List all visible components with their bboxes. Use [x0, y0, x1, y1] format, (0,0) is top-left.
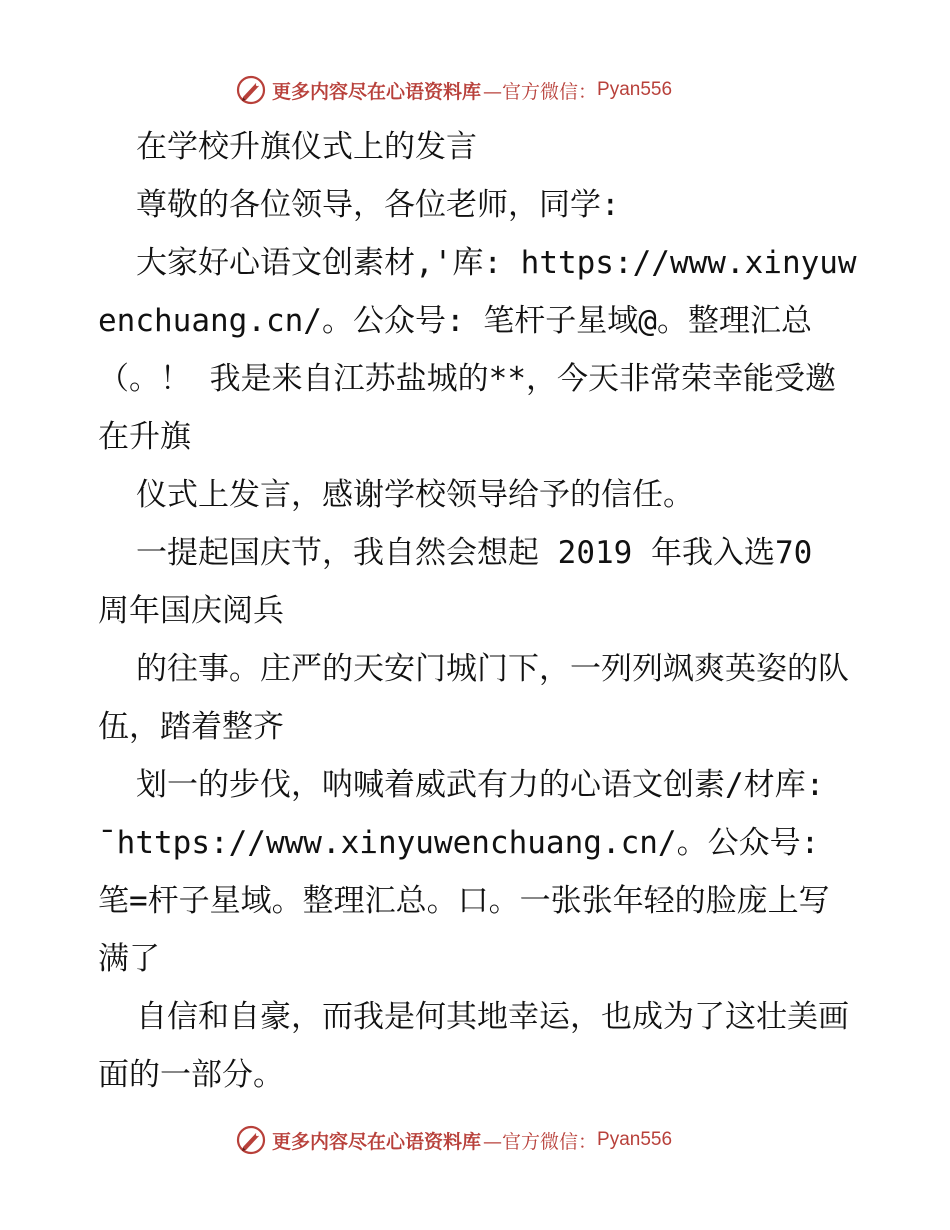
footer-banner	[236, 1122, 672, 1158]
paragraph: 尊敬的各位领导，各位老师，同学:	[136, 187, 620, 223]
paragraph: 自信和自豪，而我是何其地幸运，也成为了这壮美画面的一部分。	[98, 999, 849, 1093]
paragraph: 的往事。庄严的天安门城门下，一列列飒爽英姿的队伍，踏着整齐	[98, 651, 849, 745]
pen-logo-icon	[236, 75, 266, 105]
paragraph: 一提起国庆节，我自然会想起 2019 年我入选70 周年国庆阅兵	[98, 535, 813, 629]
document-title: 在学校升旗仪式上的发言	[136, 129, 477, 165]
banner-title: 更多内容尽在心语资料库	[272, 80, 482, 103]
banner-subtitle: —官方微信：	[483, 80, 598, 103]
pen-logo-icon	[236, 1125, 266, 1155]
banner-subtitle: —官方微信：	[483, 1130, 598, 1153]
banner-title: 更多内容尽在心语资料库	[272, 1130, 482, 1153]
banner-wechat-id: Pyan556	[597, 79, 673, 100]
paragraph: 大家好心语文创素材,'库: https://www.xinyuwenchuang.cn/。公众号: 笔杆子星域@。整理汇总（。！ 我是来自江苏盐城的**，今天非常荣幸能受邀在升旗	[98, 245, 857, 455]
header-banner	[236, 72, 672, 108]
paragraph: 仪式上发言，感谢学校领导给予的信任。	[136, 477, 694, 513]
banner-wechat-id: Pyan556	[597, 1129, 673, 1150]
document-body	[98, 118, 858, 1104]
paragraph: 划一的步伐，呐喊着威武有力的心语文创素/材库: ¯https://www.xinyuwenchuang.cn/。公众号: 笔=杆子星域。整理汇总。口。一张张年轻的脸庞上写满了	[98, 767, 830, 977]
